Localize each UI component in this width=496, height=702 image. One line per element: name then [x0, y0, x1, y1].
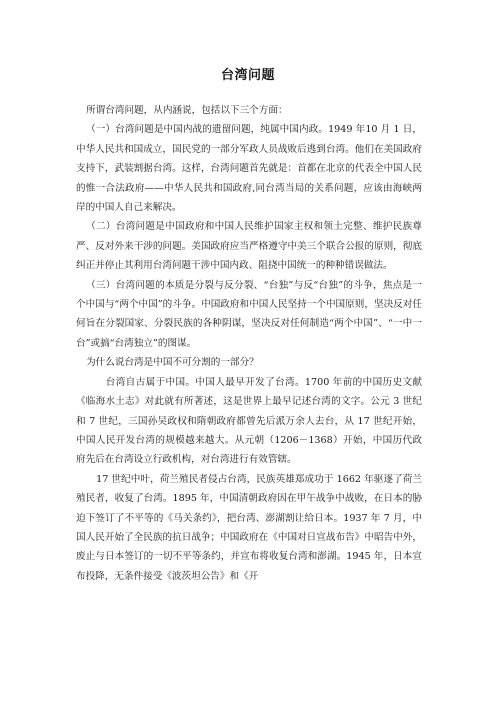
- history-paragraph: 台湾自古属于中国。中国人最早开发了台湾。1700 年前的中国历史文献《临海水土志》对此就有所著述，这是世界上最早记述台湾的文字。公元 3 世纪和 7 世纪，三国孙吴政权和隋朝政府都曾先后派万余人去台，从 17 世纪开始，中国人民开发台湾的规模越来越大。从元朝（1206－1368）开始，中国历代政府先后在台湾设立行政机构，对台湾进行有效管辖。: [76, 376, 422, 466]
- history-paragraph-continued: 17 世纪中叶，荷兰殖民者侵占台湾，民族英雄郑成功于 1662 年驱逐了荷兰殖民者，收复了台湾。1895 年，中国清朝政府因在甲午战争中战败，在日本的胁迫下签订了不平等的《马关条约》，把台湾、澎湖割让给日本。1937 年 7 月，中国人民开始了全民族的抗日战争；中国政府在《中国对日宣战布告》中昭告中外，废止与日本签订的一切不平等条约，并宣布将收复台湾和澎湖。1945 年，日本宣布投降，无条件接受《波茨坦公告》和《开: [76, 473, 422, 582]
- document-title: 台湾问题: [220, 68, 275, 83]
- document-body: [76, 101, 422, 586]
- point-two-paragraph: （二）台湾问题是中国政府和中国人民维护国家主权和领土完整、维护民族尊严、反对外来干涉的问题。美国政府应当严格遵守中美三个联合公报的原则，彻底纠正并停止其利用台湾问题干涉中国内政、阻挠中国统一的种种错误做法。: [76, 221, 422, 272]
- intro-paragraph: 所谓台湾问题，从内涵说，包括以下三个方面：: [86, 105, 288, 116]
- question-heading: 为什么说台湾是中国不可分割的一部分？: [86, 357, 259, 369]
- point-three-paragraph: （三）台湾问题的本质是分裂与反分裂、“台独”与反“台独”的斗争，焦点是一个中国与“两个中国”的斗争。中国政府和中国人民坚持一个中国原则，坚决反对任何旨在分裂国家、分裂民族的各种阴谋，坚决反对任何制造“两个中国”、“一中一台”或搞“台湾独立”的图谋。: [76, 279, 422, 349]
- point-one-paragraph: （一）台湾问题是中国内战的遗留问题，纯属中国内政。1949 年10 月 1 日，中华人民共和国成立，国民党的一部分军政人员战败后逃到台湾。他们在美国政府支持下，武装割据台湾。这样，台湾问题首先就是：首都在北京的代表全中国人民的惟一合法政府——中华人民共和国政府,同台湾当局的关系问题，应该由海峡两岸的中国人自己来解决。: [76, 124, 422, 214]
